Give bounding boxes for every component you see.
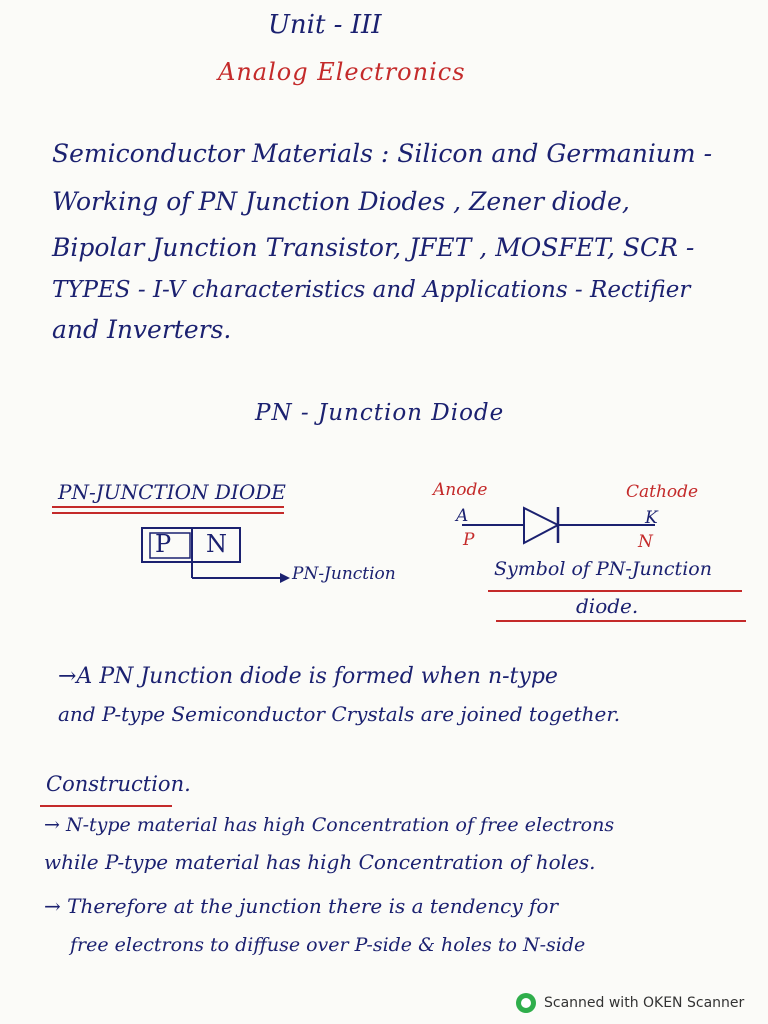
n-terminal-label: N [638, 532, 653, 552]
definition-line: →A PN Junction diode is formed when n-type [58, 664, 558, 689]
pn-junction-label: PN-Junction [292, 564, 396, 584]
p-label: P [155, 530, 172, 558]
syllabus-line: Bipolar Junction Transistor, JFET , MOSFET, SCR - [52, 233, 695, 262]
symbol-caption: Symbol of PN-Junction [494, 558, 712, 580]
symbol-caption-diode: diode. [576, 594, 639, 618]
definition-line: and P-type Semiconductor Crystals are joined together. [58, 702, 621, 726]
cathode-label: Cathode [626, 482, 699, 502]
syllabus-line: TYPES - I-V characteristics and Applications - Rectifier [52, 277, 691, 303]
pn-heading: PN-JUNCTION DIODE [58, 480, 286, 504]
n-label: N [206, 530, 227, 558]
scanner-text: Scanned with OKEN Scanner [544, 995, 745, 1011]
construction-line: free electrons to diffuse over P-side & holes to N-side [70, 934, 586, 956]
a-label: A [456, 506, 469, 526]
anode-label: Anode [433, 480, 488, 500]
scanner-logo-icon [516, 993, 536, 1013]
arrow-head [280, 573, 290, 583]
k-label: K [645, 508, 658, 528]
section-title: PN - Junction Diode [255, 400, 505, 426]
syllabus-line: Semiconductor Materials : Silicon and Germanium - [52, 139, 713, 168]
diode-triangle [524, 508, 558, 543]
unit-title: Unit - III [268, 10, 382, 40]
construction-line: while P-type material has high Concentration of holes. [44, 850, 596, 874]
scanner-watermark [516, 992, 744, 1014]
caption-underline [488, 590, 742, 592]
syllabus-line: Working of PN Junction Diodes , Zener diode, [52, 187, 630, 216]
subject-title: Analog Electronics [218, 58, 466, 86]
construction-heading: Construction. [46, 772, 191, 796]
construction-line: → Therefore at the junction there is a tendency for [44, 894, 559, 918]
caption-underline [496, 620, 746, 622]
construction-line: → N-type material has high Concentration of free electrons [44, 814, 615, 836]
syllabus-line: and Inverters. [52, 315, 232, 344]
p-terminal-label: P [463, 530, 475, 550]
